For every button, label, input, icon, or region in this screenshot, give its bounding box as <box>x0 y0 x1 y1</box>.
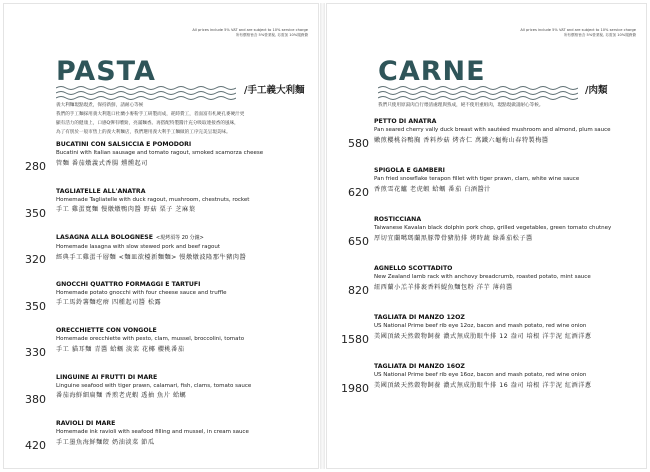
carne-menu-item <box>374 166 579 195</box>
pasta-item-name <box>56 419 249 428</box>
pasta-intro-line: 為了有別於一般市售上的義大利麵店，我們選用義大利手工麵做的工序完美呈現美味。 <box>56 130 231 135</box>
pasta-item-description: Homemade lasagna with slow stewed pork and beef ragout <box>56 244 220 250</box>
pasta-item-description: Homemade potato gnocchi with four cheese sauce and truffle <box>56 289 227 296</box>
pasta-item-chinese-name: 經典手工雞蛋千層麵 <麵皿欲檯新麵麵> 慢燉燉波隆那牛豬肉醬 <box>56 253 247 261</box>
item-name-text: PETTO DI ANATRA <box>374 118 437 125</box>
pasta-menu-item <box>56 326 244 355</box>
carne-heading: CARNE <box>378 56 486 87</box>
item-name-text: BUCATINI CON SALSICCIA E POMODORI <box>56 141 192 148</box>
carne-item-name <box>374 362 592 371</box>
pasta-item-chinese-name: 手工墨魚海鮮麵餃 奶油淡菜 節瓜 <box>56 438 155 446</box>
carne-intro-line: 我們只使用原湯肉自行煨清處理與熟成，絕不使用重組肉，現點現做請耐心等候。 <box>378 103 544 108</box>
pasta-intro <box>56 101 244 137</box>
pasta-item-price: 320 <box>25 253 46 266</box>
service-note-zh: 所有價格皆含 5%營業稅, 另需加 10%服務費 <box>563 33 636 37</box>
pasta-menu-item <box>56 140 263 169</box>
pasta-wave-ornament <box>56 85 236 101</box>
carne-menu-item <box>374 313 592 342</box>
pasta-item-chinese-name: 手工 貓耳麵 青醬 蛤蠣 淡菜 花椰 櫻桃番茄 <box>56 345 185 353</box>
pasta-item-chinese-name: 番茄海鮮細扁麵 香煎老虎蝦 透抽 魚片 蛤蠣 <box>56 392 187 399</box>
pasta-item-name <box>56 373 251 382</box>
pasta-item-name <box>56 140 263 149</box>
item-name-note: <現烤須等 20 分鐘> <box>155 235 204 241</box>
carne-item-price: 1980 <box>341 382 369 395</box>
service-note-zh: 所有價格皆含 5%營業稅, 另需加 10%服務費 <box>235 33 308 37</box>
pasta-menu-item <box>56 419 249 448</box>
carne-item-description: US National Prime beef rib eye 16oz, bacon and mash potato, red wine onion <box>374 372 587 378</box>
pasta-item-price: 330 <box>25 346 46 359</box>
pasta-heading: PASTA <box>56 56 156 87</box>
pasta-item-price: 350 <box>25 206 46 220</box>
pasta-item-chinese-name: 手工 雞蛋寬麵 慢燉燉鴨肉醬 野菇 栗子 芝麻葉 <box>56 206 196 213</box>
carne-item-chinese-name: 紐西蘭小羔羊排裹香料鯷魚麵包粉 洋芋 薄荷醬 <box>374 283 513 291</box>
carne-subtitle: /肉類 <box>585 85 608 96</box>
pasta-item-chinese-name: 管麵 番茄燉義式香腸 燻燻起司 <box>56 159 148 167</box>
carne-wave-ornament <box>378 85 578 101</box>
item-name-text: ORECCHIETTE CON VONGOLE <box>56 327 157 334</box>
carne-menu-item <box>374 117 611 146</box>
pasta-menu-item <box>56 187 249 216</box>
item-name-text: GNOCCHI QUATTRO FORMAGGI E TARTUFI <box>56 280 201 288</box>
pasta-intro-line: 義大利麵現點現煮，保持新鮮，請耐心等候 <box>56 103 144 108</box>
pasta-item-price: 350 <box>25 299 46 313</box>
pasta-menu-item <box>56 373 251 402</box>
item-name-text: TAGLIATELLE ALL'ANATRA <box>56 187 146 195</box>
carne-item-chinese-name: 美國頂級天然穀物飼養 濃式無成肋眼牛排 12 盎司 培根 洋芋泥 紅酒洋蔥 <box>374 332 592 340</box>
carne-item-name <box>374 117 611 126</box>
carne-menu-item <box>374 215 611 244</box>
pasta-subtitle: /手工義大利麵 <box>244 85 305 96</box>
carne-item-price: 580 <box>348 137 369 150</box>
service-note-en: All prices include 5% VAT and are subject to 10% service charge <box>192 28 308 32</box>
service-charge-note <box>192 28 308 38</box>
carne-item-description: Pan seared cherry vally duck breast with sautéed mushroom and almond, plum sauce <box>374 127 611 133</box>
carne-item-chinese-name: 香煎雪花鱸 老虎蝦 蛤蠣 番茄 白酒醬汁 <box>374 185 491 193</box>
pasta-item-description: Homemade Tagliatelle with duck ragout, mushroom, chestnuts, rocket <box>56 196 250 203</box>
pasta-item-name <box>56 326 244 335</box>
pasta-intro-line: 我們的手工麵採用義大利進口杜蘭小麥粉手工研製而成，耗時費工，者面富有札硬孔麥硬汁更 <box>56 112 245 117</box>
pasta-item-name <box>56 187 249 196</box>
pasta-menu-item <box>56 280 226 309</box>
item-name-text: SPIGOLA E GAMBERI <box>374 167 445 174</box>
carne-item-price: 650 <box>348 235 369 248</box>
pasta-intro-line: 顯有活力的健康上，口感Q彈有嚼勁，亮滿麵香。再搭配特製醬汁充分吸取連接香的風味， <box>56 121 239 126</box>
carne-item-description: Taiwanese Kavalan black dolphin pork chop, grilled vegetables, green tomato chutney <box>374 225 612 231</box>
carne-menu-item <box>374 362 592 391</box>
carne-item-price: 1580 <box>341 333 369 346</box>
carne-item-name <box>374 313 592 322</box>
service-charge-note <box>520 28 636 38</box>
carne-item-name <box>374 264 591 273</box>
carne-item-chinese-name: 厚切宜蘭噶瑪蘭黑豚帶骨豬肋排 烤時蔬 綠番茄松子醬 <box>374 234 533 242</box>
carne-item-description: US National Prime beef rib eye 12oz, bacon and mash potato, red wine onion <box>374 323 587 329</box>
carne-page <box>326 3 647 469</box>
item-name-text: TAGLIATA DI MANZO 16OZ <box>374 363 465 370</box>
carne-intro <box>378 101 543 110</box>
carne-item-name <box>374 215 611 224</box>
item-name-text: TAGLIATA DI MANZO 12OZ <box>374 314 465 321</box>
carne-item-price: 820 <box>348 284 369 297</box>
item-name-text: AGNELLO SCOTTADITO <box>374 265 453 272</box>
pasta-item-name <box>56 233 246 243</box>
pasta-item-description: Homemade ink ravioli with seafood filling and mussel, in cream sauce <box>56 429 249 435</box>
pasta-page <box>3 3 319 469</box>
item-name-text: RAVIOLI DI MARE <box>56 420 116 427</box>
carne-item-description: Pan fried snowflake terapon fillet with tiger prawn, clam, white wine sauce <box>374 176 580 182</box>
item-name-text: ROSTICCIANA <box>374 216 422 223</box>
service-note-en: All prices include 5% VAT and are subject to 10% service charge <box>520 28 636 32</box>
pasta-item-price: 420 <box>25 439 46 452</box>
pasta-item-description: Homemade orecchiette with pesto, clam, mussel, broccolini, tomato <box>56 336 245 342</box>
book-spine <box>320 3 325 469</box>
carne-item-price: 620 <box>348 186 369 199</box>
pasta-item-description: Bucatini with Italian sausage and tomato ragout, smoked scamorza cheese <box>56 150 264 156</box>
carne-menu-item <box>374 264 591 293</box>
carne-heading-block <box>378 56 486 87</box>
pasta-item-name <box>56 280 226 289</box>
pasta-item-price: 380 <box>25 392 46 406</box>
carne-item-chinese-name: 嫩煎櫻桃谷鴨胸 香料炒菇 烤杏仁 萬鐵六龜梅山春特製梅醬 <box>374 136 549 144</box>
carne-item-chinese-name: 美國頂級天然穀物飼養 濃式無成肋眼牛排 16 盎司 培根 洋芋泥 紅酒洋蔥 <box>374 381 592 389</box>
pasta-item-chinese-name: 手工馬鈴薯麵疙瘩 四種起司醬 松露 <box>56 299 162 306</box>
item-name-text: LINGUINE AI FRUTTI DI MARE <box>56 373 158 381</box>
pasta-item-description: Linguine seafood with tiger prawn, calamari, fish, clams, tomato sauce <box>56 382 252 389</box>
carne-item-description: New Zealand lamb rack with anchovy breadcrumb, roasted potato, mint sauce <box>374 274 591 280</box>
pasta-item-price: 280 <box>25 160 46 173</box>
pasta-heading-block <box>56 56 156 87</box>
carne-item-name <box>374 166 579 175</box>
pasta-menu-item <box>56 233 246 263</box>
item-name-text: LASAGNA ALLA BOLOGNESE <box>56 234 153 241</box>
